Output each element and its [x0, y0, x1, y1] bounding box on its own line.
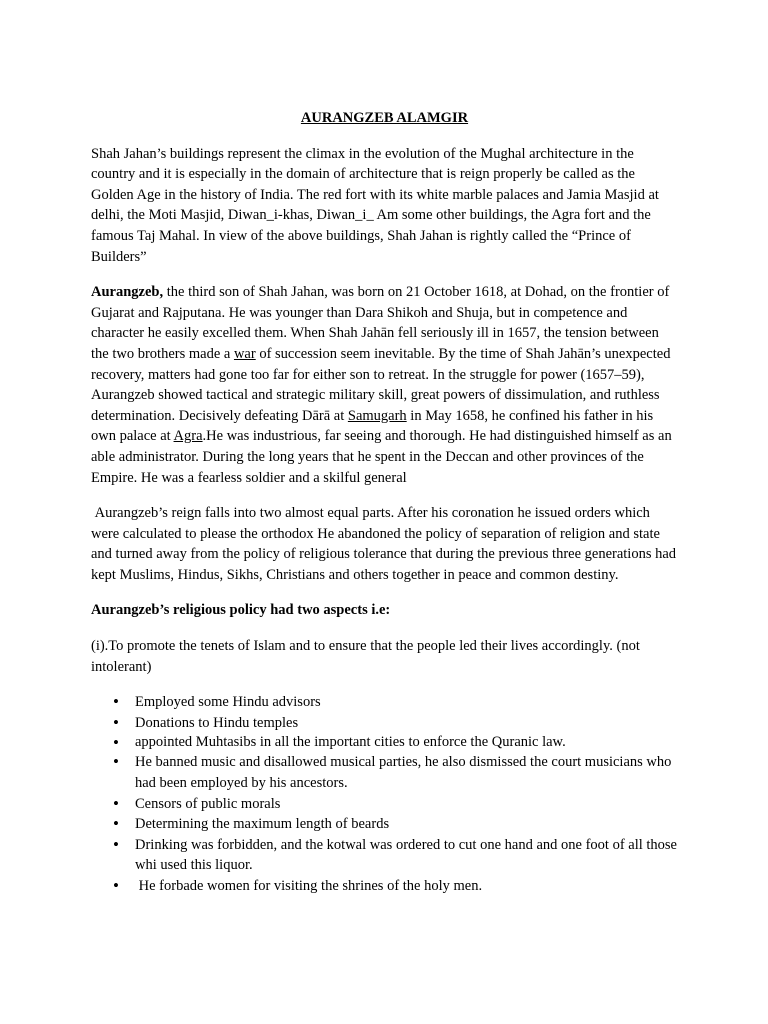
link-agra[interactable]: Agra [173, 428, 203, 445]
policy-bullet-list [91, 692, 678, 896]
list-item: • Censors of public morals [135, 794, 678, 815]
list-item: • appointed Muhtasibs in all the important cities to enforce the Quranic law. [135, 733, 678, 752]
bio-text-2: of succession seem inevitable. By the time of Shah Jahān’s unexpected recovery, matters had gone too far for either son to retreat. In the struggle for power (1657–59), Aurangzeb showed tactical and strategic military skill, great powers of dissimulation, and ruthless determination. Decisively defeating Dārā at [91, 345, 671, 424]
document-title: AURANGZEB ALAMGIR [300, 110, 469, 126]
list-item: • Determining the maximum length of beards [135, 814, 678, 835]
policy-heading-text: Aurangzeb’s religious policy had two aspects i.e: [91, 602, 391, 619]
bio-text-1: the third son of Shah Jahan, was born on 21 October 1618, at Dohad, on the frontier of Gujarat and Rajputana. He was younger than Dara Shikoh and Shuja, but in competence and character he easily excelled them. When Shah Jahān fell seriously ill in 1657, the tension between the two brothers made a [91, 284, 670, 362]
bio-text-4: .He was industrious, far seeing and thorough. He had distinguished himself as an able administrator. During the long years that he spent in the Deccan and other provinces of the Empire. He was a fearless soldier and a skilful general [91, 428, 672, 486]
paragraph-aurangzeb-bio [91, 282, 678, 488]
list-item: • He forbade women for visiting the shrines of the holy men. [135, 876, 678, 897]
link-war[interactable]: war [233, 345, 256, 362]
list-item: • Employed some Hindu advisors [135, 692, 678, 713]
list-item: • Drinking was forbidden, and the kotwal was ordered to cut one hand and one foot of all those whi used this liquor. [135, 835, 678, 876]
paragraph-reign: Aurangzeb’s reign falls into two almost equal parts. After his coronation he issued orders which were calculated to please the orthodox He abandoned the policy of separation of religion and state and turned away from the policy of religious tolerance that during the previous three generations had kept Muslims, Hindus, Sikhs, Christians and others together in peace and common destiny. [91, 505, 680, 583]
bio-lead-word: Aurangzeb, [91, 284, 164, 301]
list-item: • He banned music and disallowed musical parties, he also dismissed the court musicians who had been employed by his ancestors. [135, 752, 678, 793]
list-item: • Donations to Hindu temples [135, 713, 678, 734]
paragraph-buildings: Shah Jahan’s buildings represent the climax in the evolution of the Mughal architecture in the country and it is especially in the domain of architecture that is reign properly be called as the Golden Age in the history of India. The red fort with its white marble palaces and Jamia Masjid at delhi, the Moti Masjid, Diwan_i-khas, Diwan_i_ Am some other buildings, the Agra fort and the famous Taj Mahal. In view of the above buildings, Shah Jahan is rightly called the “Prince of Builders” [91, 145, 659, 265]
link-samugarh[interactable]: Samugarh [347, 407, 407, 424]
policy-heading [91, 600, 678, 621]
bio-text-3: in May 1658, he confined his father in his own palace at [91, 407, 654, 445]
policy-point-1: (i).To promote the tenets of Islam and to ensure that the people led their lives accordingly. (not intolerant) [91, 638, 640, 675]
